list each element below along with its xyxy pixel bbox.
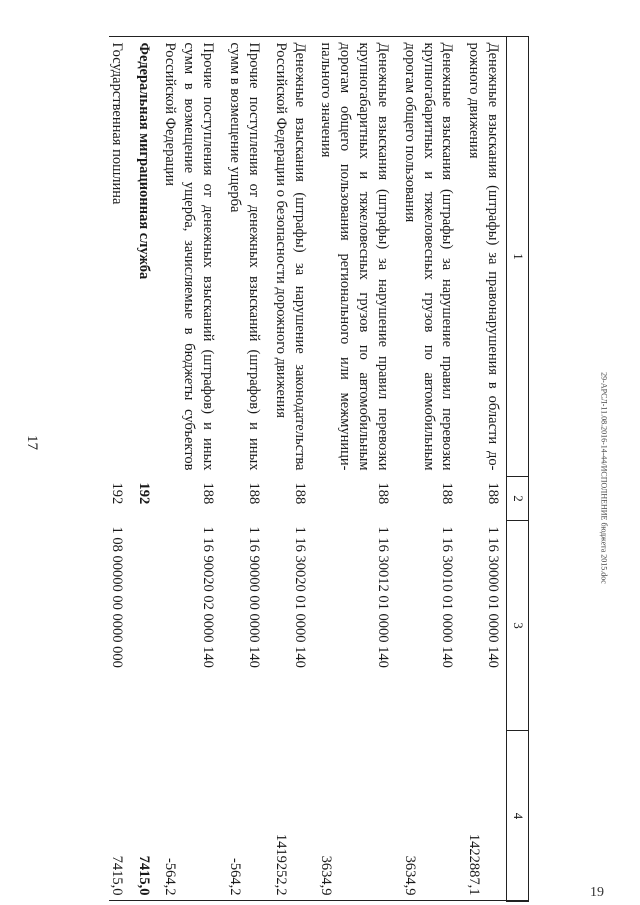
rotated-table <box>109 36 529 901</box>
row-name: Федеральная миграционная служба <box>135 42 152 280</box>
row-name: Прочие поступления от денежных взысканий (штрафов) и иных сумм в возмещение ущерба, зачисляемые в бюджеты субъектов Российской Федерации <box>162 42 217 471</box>
row-name: Прочие поступления от денежных взысканий (штрафов) и иных сумм в возмещение ущерба <box>226 42 262 471</box>
row-amount: -564,2 <box>226 858 243 896</box>
revenue-table <box>103 36 529 902</box>
table-border-left <box>109 36 529 37</box>
header-col-3: 3 <box>507 521 529 731</box>
table-row <box>313 37 396 902</box>
table-row <box>103 37 130 902</box>
table-row <box>221 37 267 902</box>
row-classification-code <box>130 521 157 731</box>
row-admin-code: 188 <box>439 482 456 505</box>
row-admin-code: 188 <box>485 482 502 505</box>
page-number-corner: 19 <box>590 885 604 900</box>
row-classification-code: 1 16 30010 01 0000 140 <box>439 526 456 668</box>
table-row <box>460 37 506 902</box>
row-admin-code: 192 <box>108 482 125 505</box>
table-border-right <box>109 900 529 901</box>
header-col-2: 2 <box>507 477 529 521</box>
row-admin-code: 192 <box>135 482 152 505</box>
table-row <box>130 37 157 902</box>
row-classification-code: 1 16 90000 00 0000 140 <box>245 526 262 668</box>
row-name: Государственная пошлина <box>108 42 125 205</box>
header-col-4: 4 <box>507 731 529 902</box>
row-name: Денежные взыскания (штрафы) за нарушение правил перевозки крупногабаритных и тяжеловесных грузов по автомобильным дорогам общего пользования регионального или межмуници-пального значения <box>318 42 391 471</box>
row-amount: 1422887,1 <box>466 833 483 896</box>
row-amount: 3634,9 <box>401 855 418 896</box>
table-row <box>157 37 222 902</box>
header-col-1: 1 <box>507 37 529 477</box>
row-classification-code: 1 16 30000 01 0000 140 <box>485 526 502 668</box>
table-row <box>396 37 461 902</box>
footer-file-code: 29-АРСЛ-11.08.2016-14-44/ИСПОЛНЕНИЕ бюджета 2015.doc <box>599 372 609 584</box>
table-body <box>103 37 507 902</box>
page-number-top: 17 <box>24 435 40 450</box>
row-admin-code: 188 <box>374 482 391 505</box>
table-row <box>267 37 313 902</box>
row-admin-code: 188 <box>245 482 262 505</box>
row-amount: -564,2 <box>162 858 179 896</box>
row-amount: 7415,0 <box>135 855 152 896</box>
row-admin-code: 188 <box>200 482 217 505</box>
row-name: Денежные взыскания (штрафы) за нарушение законодательства Российской Федерации о безопасности дорожного движения <box>272 42 308 471</box>
header-row <box>507 37 529 902</box>
row-name: Денежные взыскания (штрафы) за правонарушения в области до-рожного движения <box>466 42 502 471</box>
row-admin-code: 188 <box>291 482 308 505</box>
row-name: Денежные взыскания (штрафы) за нарушение правил перевозки крупногабаритных и тяжеловесных грузов по автомобильным дорогам общего пользования <box>401 42 456 471</box>
row-classification-code: 1 16 90020 02 0000 140 <box>200 526 217 668</box>
row-classification-code: 1 16 30012 01 0000 140 <box>374 526 391 668</box>
row-classification-code: 1 16 30020 01 0000 140 <box>291 526 308 668</box>
row-amount: 3634,9 <box>318 855 335 896</box>
row-amount: 7415,0 <box>108 855 125 896</box>
row-classification-code: 1 08 00000 00 0000 000 <box>108 526 125 668</box>
row-amount: 1419252,2 <box>272 833 289 896</box>
table-container <box>109 36 529 901</box>
